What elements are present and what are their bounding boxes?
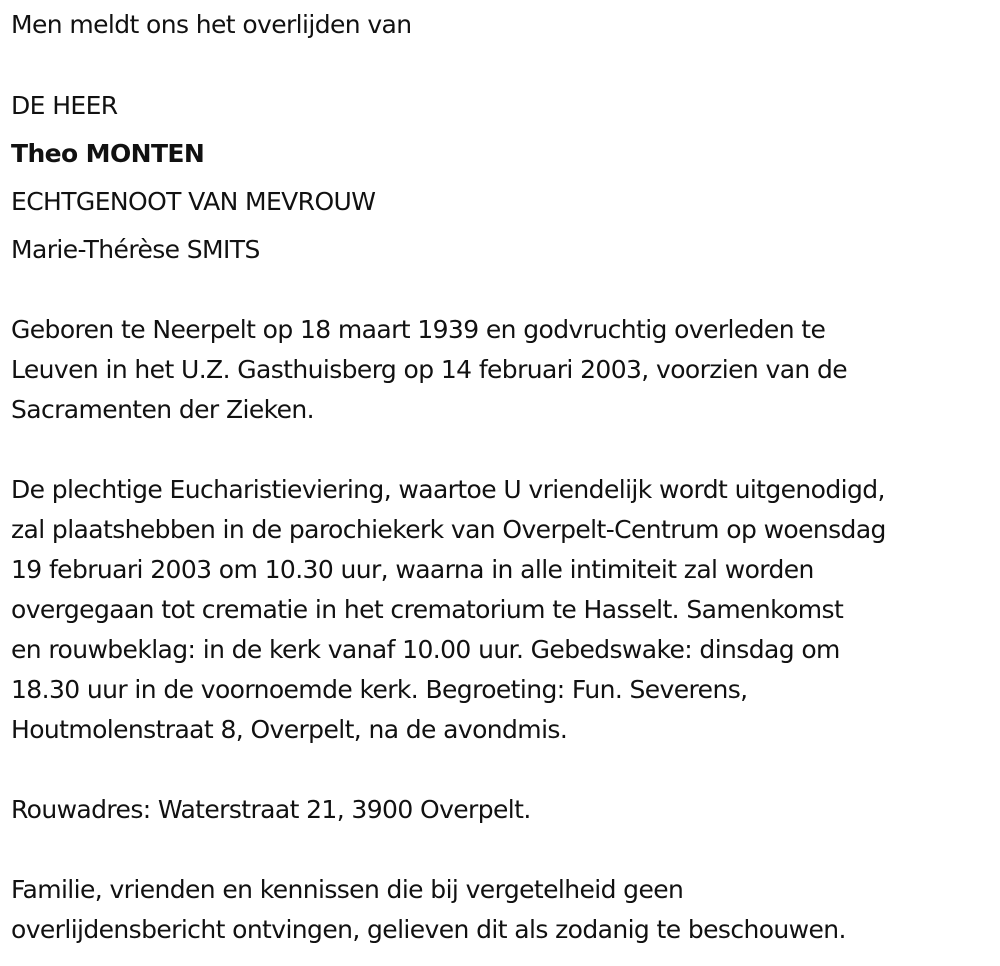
birth-death-line: Geboren te Neerpelt op 18 maart 1939 en godvruchtig overleden te (11, 315, 826, 344)
ceremony-line: 19 februari 2003 om 10.30 uur, waarna in alle intimiteit zal worden (11, 555, 814, 584)
birth-death-line: Leuven in het U.Z. Gasthuisberg op 14 februari 2003, voorzien van de (11, 355, 848, 384)
ceremony-line: 18.30 uur in de voornoemde kerk. Begroeting: Fun. Severens, (11, 675, 748, 704)
closing-line: Familie, vrienden en kennissen die bij vergetelheid geen (11, 875, 684, 904)
closing-line: overlijdensbericht ontvingen, gelieven dit als zodanig te beschouwen. (11, 915, 846, 944)
deceased-name: Theo MONTEN (11, 139, 205, 168)
ceremony-line: en rouwbeklag: in de kerk vanaf 10.00 uur. Gebedswake: dinsdag om (11, 635, 840, 664)
birth-death-line: Sacramenten der Zieken. (11, 395, 314, 424)
spouse-name: Marie-Thérèse SMITS (11, 235, 260, 264)
ceremony-line: zal plaatshebben in de parochiekerk van Overpelt-Centrum op woensdag (11, 515, 886, 544)
mourning-address: Rouwadres: Waterstraat 21, 3900 Overpelt. (11, 795, 531, 824)
spouse-label: ECHTGENOOT VAN MEVROUW (11, 187, 376, 216)
ceremony-line: De plechtige Eucharistieviering, waartoe U vriendelijk wordt uitgenodigd, (11, 475, 885, 504)
intro-text: Men meldt ons het overlijden van (11, 10, 412, 39)
ceremony-line: Houtmolenstraat 8, Overpelt, na de avondmis. (11, 715, 568, 744)
ceremony-line: overgegaan tot crematie in het crematorium te Hasselt. Samenkomst (11, 595, 844, 624)
honorific: DE HEER (11, 91, 118, 120)
